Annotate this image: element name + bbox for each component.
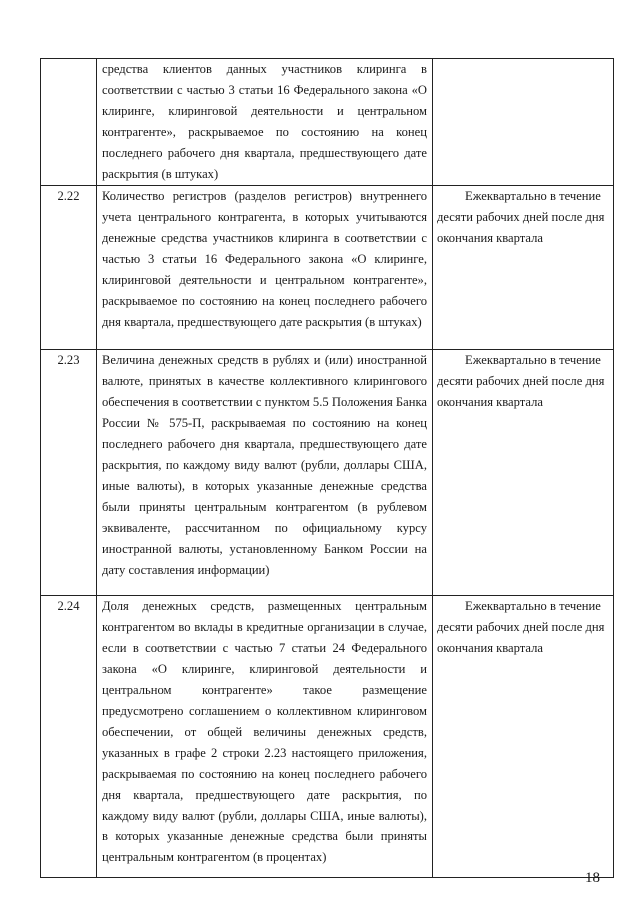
row-description: Доля денежных средств, размещенных центральным контрагентом во вклады в кредитные организации в случае, если в соответствии с частью 7 статьи 24 Федерального закона «О клиринге, клиринговой деятельности и центральном контрагенте» такое размещение предусмотрено соглашением о коллективном клиринговом обеспечении, от общей величины денежных средств, указанных в графе 2 строки 2.23 настоящего приложения, раскрываемая по состоянию на конец последнего рабочего дня квартала, предшествующего дате раскрытия, по каждому виду валют (рубли, доллары США, иные валюты), в которых указанные денежные средства были приняты центральным контрагентом (в процентах) xyxy=(97,596,433,878)
row-number: 2.24 xyxy=(41,596,97,878)
table-row xyxy=(41,186,614,350)
row-number: 2.23 xyxy=(41,350,97,596)
row-term: Ежеквартально в течение десяти рабочих дней после дня окончания квартала xyxy=(433,186,614,350)
row-description: средства клиентов данных участников клиринга в соответствии с частью 3 статьи 16 Федерального закона «О клиринге, клиринговой деятельности и центральном контрагенте», раскрываемое по состоянию на конец последнего рабочего дня квартала, предшествующего дате раскрытия (в штуках) xyxy=(97,59,433,186)
row-description: Количество регистров (разделов регистров) внутреннего учета центрального контрагента, в которых учитываются денежные средства участников клиринга в соответствии с частью 3 статьи 16 Федерального закона «О клиринге, клиринговой деятельности и центральном контрагенте», раскрываемое по состоянию на конец последнего рабочего дня квартала, предшествующего дате раскрытия (в штуках) xyxy=(97,186,433,350)
disclosure-table xyxy=(40,58,614,878)
row-term xyxy=(433,59,614,186)
table-row xyxy=(41,59,614,186)
row-number: 2.22 xyxy=(41,186,97,350)
row-number xyxy=(41,59,97,186)
table-row xyxy=(41,596,614,878)
row-term: Ежеквартально в течение десяти рабочих дней после дня окончания квартала xyxy=(433,596,614,878)
page-number: 18 xyxy=(585,870,600,886)
row-term: Ежеквартально в течение десяти рабочих дней после дня окончания квартала xyxy=(433,350,614,596)
table-row xyxy=(41,350,614,596)
row-description: Величина денежных средств в рублях и (или) иностранной валюте, принятых в качестве коллективного клирингового обеспечения в соответствии с пунктом 5.5 Положения Банка России № 575-П, раскрываемая по состоянию на конец последнего рабочего дня квартала, предшествующего дате раскрытия, по каждому виду валют (рубли, доллары США, иные валюты), в которых указанные денежные средства были приняты центральным контрагентом (в рублевом эквиваленте, рассчитанном по официальному курсу иностранной валюты, установленному Банком России на дату составления информации) xyxy=(97,350,433,596)
